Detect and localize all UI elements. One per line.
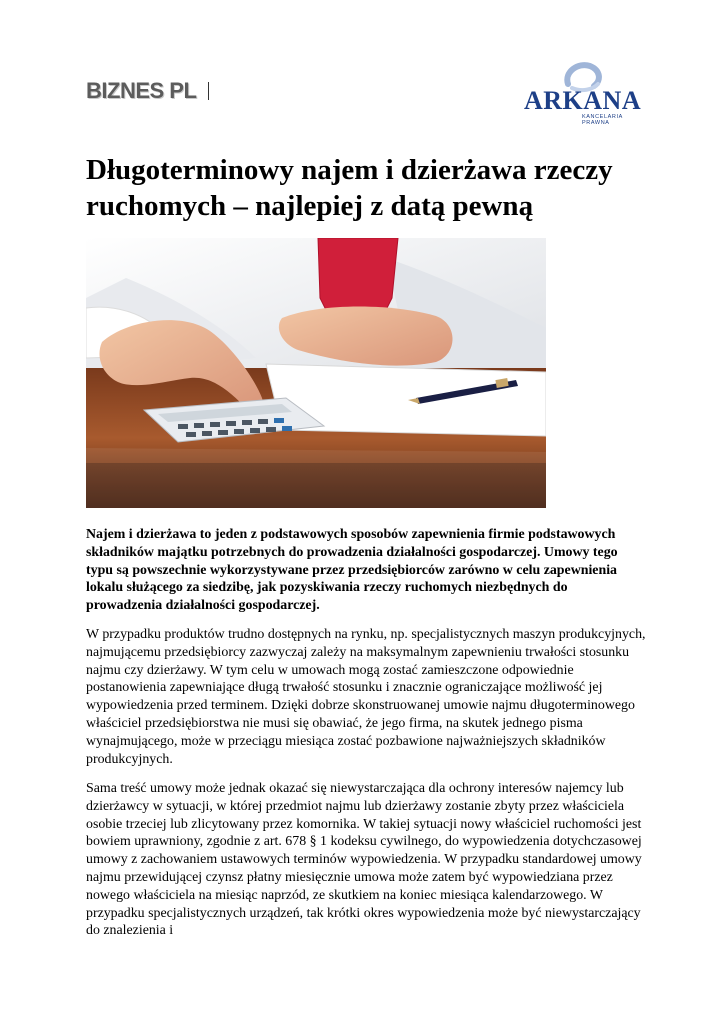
- logo-divider: [208, 82, 209, 100]
- arkana-logo-text: ARKANA: [524, 86, 642, 115]
- article-paragraph-2: Sama treść umowy może jednak okazać się niewystarczająca dla ochrony interesów najemcy lub dzierżawcy w sytuacji, w której przedmiot najmu lub dzierżawy zostanie zbyty przez właściciela osobie trzeciej lub zlicytowany przez komornika. W takiej sytuacji nowy właściciel ruchomości jest bowiem uprawniony, zgodnie z art. 678 § 1 kodeksu cywilnego, do wypowiedzenia dotychczasowej umowy z zachowaniem ustawowych terminów wypowiedzenia. W przypadku standardowej umowy najmu przewidującej czynsz płatny miesięcznie umowa może zatem być wypowiedziana przez nowego właściciela na miesiąc naprzód, ze skutkiem na koniec miesiąca kalendarzowego. W przypadku specjalistycznych urządzeń, tak krótki okres wypowiedzenia może być niewystarczający do znalezienia i: [86, 781, 642, 939]
- biznes-pl-logo-text: BIZNES PL: [86, 78, 197, 103]
- article-photo: [86, 238, 546, 508]
- article-paragraph-1: W przypadku produktów trudno dostępnych na rynku, np. specjalistycznych maszyn produkcyjnych, najmującemu przedsiębiorcy zazwyczaj zależy na maksymalnym zapewnieniu trwałości stosunku najmu czy dzierżawy. W tym celu w umowach mogą zostać zamieszczone odpowiednie postanowienia zapewniające długą trwałość stosunku i znacznie ograniczające możliwość jej wypowiedzenia przed terminem. Dzięki dobrze skonstruowanej umowie najmu długoterminowego właściciel przedsiębiorstwa nie musi się obawiać, że jego firma, na skutek jednego pisma wynajmującego, może w przeciągu miesiąca zostać pozbawione najważniejszych składników produkcyjnych.: [86, 627, 646, 767]
- photo-illustration: [86, 238, 546, 508]
- arkana-logo: [520, 62, 644, 124]
- biznes-pl-logo: [86, 78, 209, 104]
- article-title: Długoterminowy najem i dzierżawa rzeczy ruchomych – najlepiej z datą pewną: [86, 154, 613, 222]
- arkana-logo-subtitle: KANCELARIA PRAWNA: [582, 114, 623, 126]
- article-lead: Najem i dzierżawa to jeden z podstawowych sposobów zapewnienia firmie podstawowych składników majątku potrzebnych do prowadzenia działalności gospodarczej. Umowy tego typu są powszechnie wykorzystywane przez przedsiębiorców zarówno w celu zapewnienia lokalu służącego za siedzibę, jak pozyskiwania rzeczy ruchomych niezbędnych do prowadzenia działalności gospodarczej.: [86, 527, 618, 614]
